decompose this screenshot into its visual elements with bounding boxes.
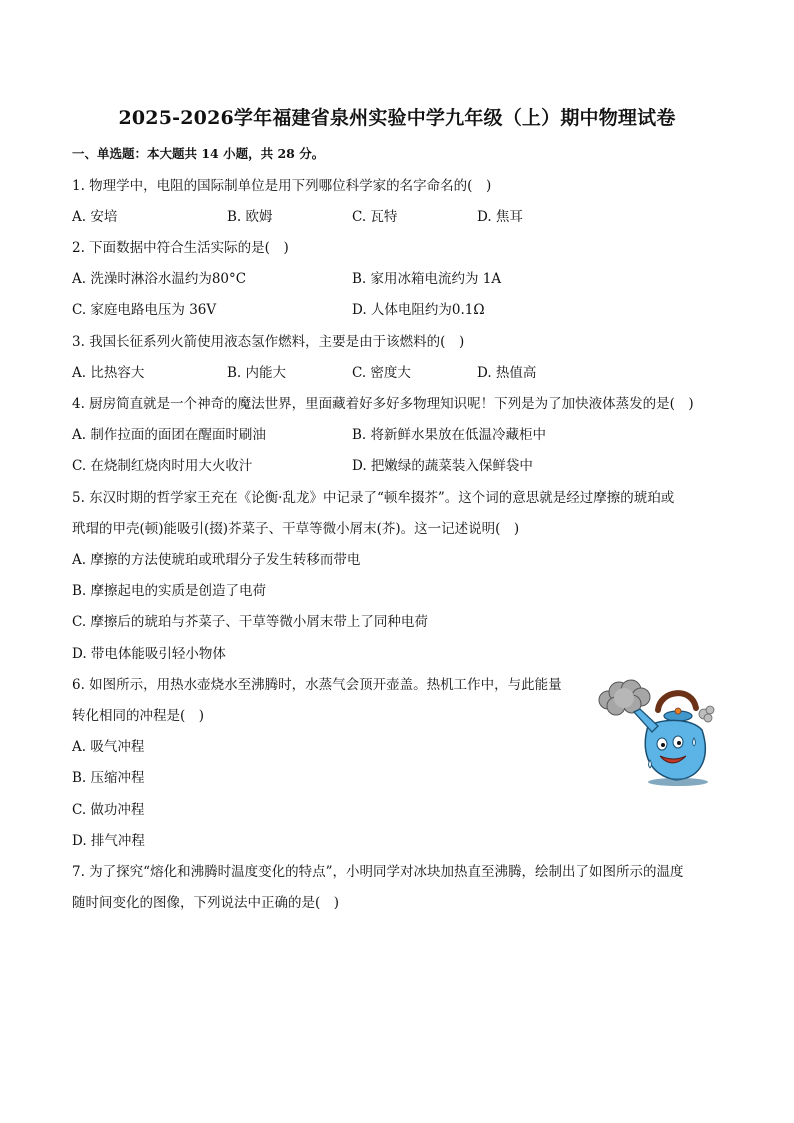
q1-option-c: C. 瓦特 [352, 209, 398, 225]
kettle-handle [658, 693, 696, 710]
q3-option-c: C. 密度大 [352, 365, 411, 381]
q5-option-a: A. 摩擦的方法使琥珀或玳瑁分子发生转移而带电 [72, 552, 361, 568]
question-5-stem-line1: 5. 东汉时期的哲学家王充在《论衡·乱龙》中记录了“顿牟掇芥”。这个词的意思就是经过摩擦的琥珀或 [72, 490, 675, 506]
q6-option-c: C. 做功冲程 [72, 802, 145, 818]
q4-option-b: B. 将新鲜水果放在低温冷藏柜中 [352, 427, 547, 443]
q2-option-b: B. 家用冰箱电流约为 1A [352, 271, 502, 287]
q1-option-d: D. 焦耳 [477, 209, 523, 225]
question-7-stem-line1: 7. 为了探究“熔化和沸腾时温度变化的特点”，小明同学对冰块加热直至沸腾，绘制出了如图所示的温度 [72, 864, 684, 880]
q1-option-b: B. 欧姆 [227, 209, 273, 225]
question-4-stem: 4. 厨房简直就是一个神奇的魔法世界，里面藏着好多好多物理知识呢！下列是为了加快液体蒸发的是( ) [72, 396, 694, 412]
question-1-stem: 1. 物理学中，电阻的国际制单位是用下列哪位科学家的名字命名的( ) [72, 178, 492, 194]
q2-option-a: A. 洗澡时淋浴水温约为80°C [72, 271, 247, 287]
q4-option-a: A. 制作拉面的面团在醒面时刷油 [72, 427, 266, 443]
q6-option-b: B. 压缩冲程 [72, 770, 145, 786]
kettle-spout [634, 709, 658, 732]
q5-option-c: C. 摩擦后的琥珀与芥菜子、干草等微小屑末带上了同种电荷 [72, 614, 428, 630]
boiling-kettle-icon [592, 676, 722, 788]
question-5-stem-line2: 玳瑁的甲壳(顿)能吸引(掇)芥菜子、干草等微小屑末(芥)。这一记述说明( ) [72, 521, 520, 537]
q6-option-a: A. 吸气冲程 [72, 739, 145, 755]
question-6-stem-line1: 6. 如图所示，用热水壶烧水至沸腾时，水蒸气会顶开壶盖。热机工作中，与此能量 [72, 677, 562, 693]
section-heading: 一、单选题：本大题共 14 小题，共 28 分。 [72, 146, 325, 161]
question-6-stem-line2: 转化相同的冲程是( ) [72, 708, 205, 724]
q4-option-c: C. 在烧制红烧肉时用大火收汁 [72, 458, 253, 474]
q2-option-d: D. 人体电阻约为0.1Ω [352, 302, 485, 318]
question-3-stem: 3. 我国长征系列火箭使用液态氢作燃料，主要是由于该燃料的( ) [72, 334, 465, 350]
steam-cloud [599, 680, 650, 715]
q5-option-d: D. 带电体能吸引轻小物体 [72, 646, 226, 662]
q4-option-d: D. 把嫩绿的蔬菜装入保鲜袋中 [352, 458, 533, 474]
question-2-stem: 2. 下面数据中符合生活实际的是( ) [72, 240, 289, 256]
steam-puff [699, 706, 714, 722]
page-title: 2025-2026学年福建省泉州实验中学九年级（上）期中物理试卷 [118, 107, 676, 129]
q3-option-b: B. 内能大 [227, 365, 287, 381]
q3-option-a: A. 比热容大 [72, 365, 145, 381]
q5-option-b: B. 摩擦起电的实质是创造了电荷 [72, 583, 267, 599]
q3-option-d: D. 热值高 [477, 365, 537, 381]
q1-option-a: A. 安培 [72, 209, 118, 225]
q2-option-c: C. 家庭电路电压为 36V [72, 302, 217, 318]
question-7-stem-line2: 随时间变化的图像，下列说法中正确的是( ) [72, 895, 340, 911]
q6-option-d: D. 排气冲程 [72, 833, 145, 849]
